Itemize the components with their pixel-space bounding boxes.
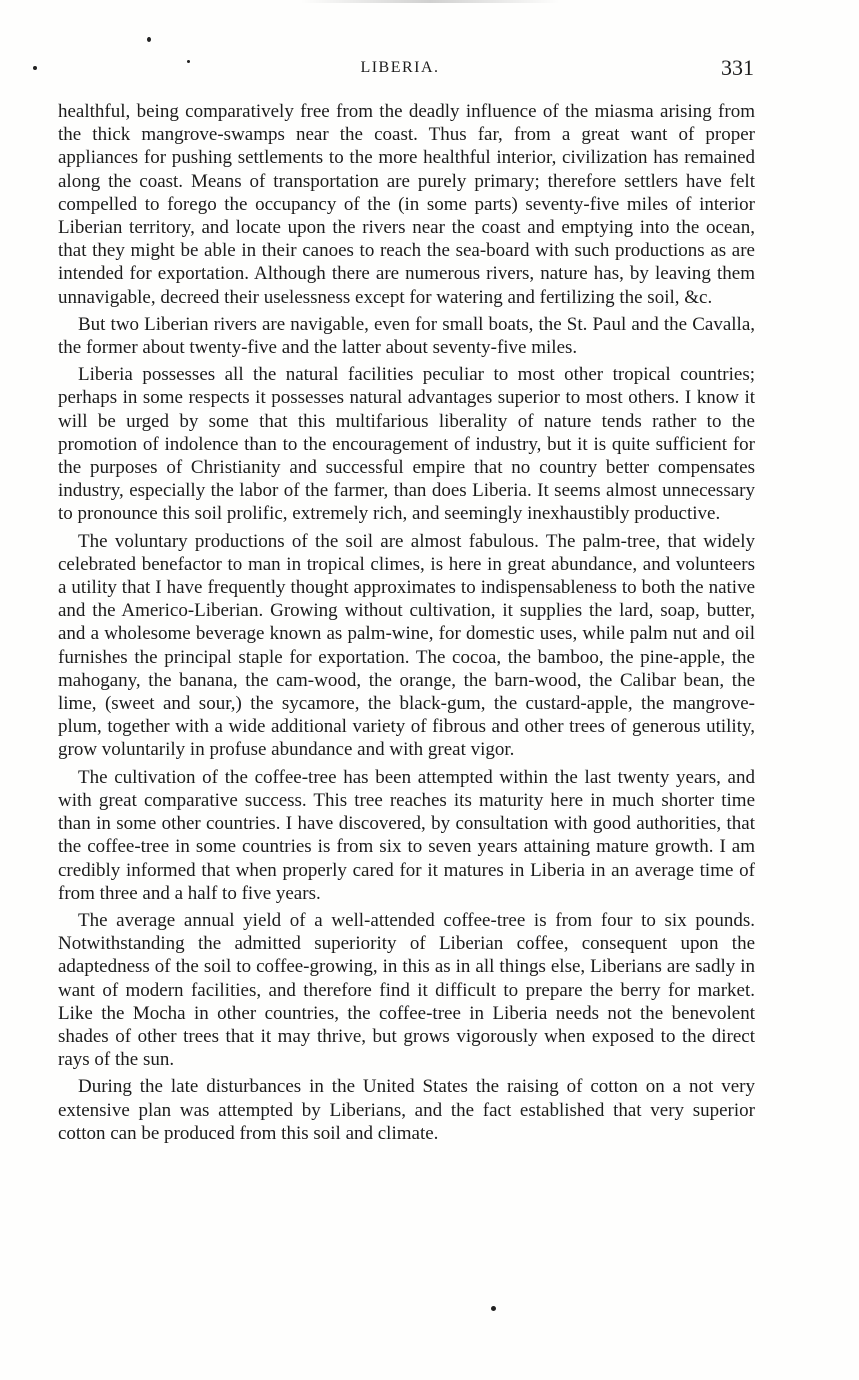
- paragraph: healthful, being comparatively free from the deadly influence of the miasma arising from the thick mangrove-swamps near the coast. Thus far, from a great want of proper appliances for pushing settlements to the more healthful interior, civilization has remained along the coast. Means of transportation are purely primary; therefore settlers have felt compelled to forego the occupancy of the (in some parts) seventy-five miles of interior Liberian territory, and locate upon the rivers near the coast and emptying into the ocean, that they might be able in their canoes to reach the sea-board with such productions as are intended for exportation. Although there are numerous rivers, nature has, by leaving them unnavigable, decreed their uselessness except for watering and fertilizing the soil, &c.: [58, 101, 755, 308]
- ink-speck: [147, 37, 151, 42]
- page-number: 331: [721, 55, 754, 80]
- ink-speck: [491, 1306, 496, 1311]
- page-header: [0, 55, 859, 85]
- paragraph: During the late disturbances in the United States the raising of cotton on a not very extensive plan was attempted by Liberians, and the fact established that very superior cotton can be produced from this soil and climate.: [58, 1076, 755, 1144]
- paragraph: Liberia possesses all the natural facilities peculiar to most other tropical countries; perhaps in some respects it possesses natural advantages superior to most others. I know it will be urged by some that this multifarious liberality of nature tends rather to the promotion of indolence than to the encouragement of industry, but it is quite sufficient for the purposes of Christianity and successful empire that no country better compensates industry, especially the labor of the farmer, than does Liberia. It seems almost unnecessary to pronounce this soil prolific, extremely rich, and seemingly inexhaustibly productive.: [58, 364, 755, 525]
- paragraph: The average annual yield of a well-attended coffee-tree is from four to six pounds. Notwithstanding the admitted superiority of Liberian coffee, consequent upon the adaptedness of the soil to coffee-growing, in this as in all things else, Liberians are sadly in want of modern facilities, and therefore find it difficult to prepare the berry for market. Like the Mocha in other countries, the coffee-tree in Liberia needs not the benevolent shades of other trees that it may thrive, but grows vigorously when exposed to the direct rays of the sun.: [58, 909, 755, 1071]
- body-text: [58, 100, 755, 1145]
- paragraph: But two Liberian rivers are navigable, even for small boats, the St. Paul and the Cavalla, the former about twenty-five and the latter about seventy-five miles.: [58, 313, 755, 359]
- scan-edge-mark: [300, 0, 560, 3]
- running-title: LIBERIA.: [360, 59, 440, 76]
- paragraph: The voluntary productions of the soil are almost fabulous. The palm-tree, that widely celebrated benefactor to man in tropical climes, is here in great abundance, and volunteers a utility that I have frequently thought approximates to indispensableness to both the native and the Americo-Liberian. Growing without cultivation, it supplies the lard, soap, butter, and a wholesome beverage known as palm-wine, for domestic uses, while palm nut and oil furnishes the principal staple for exportation. The cocoa, the bamboo, the pine-apple, the mahogany, the banana, the cam-wood, the orange, the barn-wood, the Calibar bean, the lime, (sweet and sour,) the sycamore, the black-gum, the custard-apple, the mangrove-plum, together with a wide additional variety of fibrous and other trees of generous utility, grow voluntarily in profuse abundance and with great vigor.: [58, 530, 755, 761]
- paragraph: The cultivation of the coffee-tree has been attempted within the last twenty years, and with great comparative success. This tree reaches its maturity here in much shorter time than in some other countries. I have discovered, by consultation with good authorities, that the coffee-tree in some countries is from six to seven years attaining mature growth. I am credibly informed that when properly cared for it matures in Liberia in an average time of from three and a half to five years.: [58, 766, 755, 904]
